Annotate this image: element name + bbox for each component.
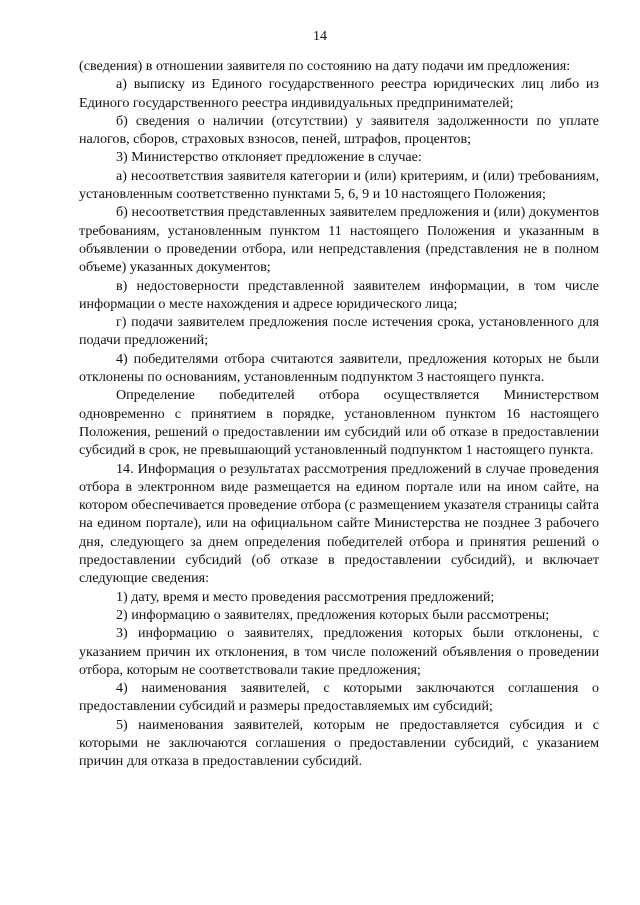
page-number: 14 (313, 29, 327, 44)
paragraph-item-5-refusals: 5) наименования заявителей, которым не предоставляется субсидия и с которыми не заключаются соглашения о предоставлении субсидий, с указанием причин для отказа в предоставлении субсидий. (79, 716, 599, 770)
paragraph-item-v-unreliable-info: в) недостоверности представленной заявителем информации, в том числе информации о месте нахождения и адресе юридического лица; (79, 277, 599, 312)
paragraph-section-14: 14. Информация о результатах рассмотрения предложений в случае проведения отбора в электронном виде размещается на едином портале или на ином сайте, на котором обеспечивается проведение отбора (с размещением указателя страницы сайта на едином портале), или на официальном сайте Министерства не позднее 3 рабочего дня, следующего за днем определения победителей отбора и принятия решений о предоставлении субсидий (об отказе в предоставлении субсидий), и включает следующие сведения: (79, 460, 599, 587)
paragraph-item-b-documents: б) несоответствия представленных заявителем предложения и (или) документов требованиям, установленным пунктом 11 настоящего Положения и указанным в объявлении о проведении отбора, или непредставления (представления не в полном объеме) указанных документов; (79, 204, 599, 276)
paragraph-continuation: (сведения) в отношении заявителя по состоянию на дату подачи им предложения: (79, 58, 571, 74)
paragraph-item-b-debt: б) сведения о наличии (отсутствии) у заявителя задолженности по уплате налогов, сборов, страховых взносов, пеней, штрафов, процентов; (79, 112, 599, 148)
paragraph-item-a-nonconformity: а) несоответствия заявителя категории и (или) критериям, и (или) требованиям, установленным соответственно пунктами 5, 6, 9 и 10 настоящего Положения; (79, 167, 599, 203)
paragraph-winners-determination: Определение победителей отбора осуществляется Министерством одновременно с принятием в порядке, установленном пунктом 16 настоящего Положения, решений о предоставлении им субсидий или об отказе в предоставлении субсидий в срок, не превышающий установленный подпунктом 1 настоящего пункта. (79, 387, 599, 459)
paragraph-item-4-winners: 4) победителями отбора считаются заявители, предложения которых не были отклонены по основаниям, установленным подпунктом 3 настоящего пункта. (79, 350, 599, 386)
paragraph-item-2-applicants: 2) информацию о заявителях, предложения которых были рассмотрены; (116, 606, 550, 623)
paragraph-item-a-extract: а) выписку из Единого государственного реестра юридических лиц либо из Единого государственного реестра индивидуальных предпринимателей; (79, 76, 599, 111)
document-body (79, 57, 599, 771)
paragraph-item-1-date-time: 1) дату, время и место проведения рассмотрения предложений; (116, 588, 495, 605)
paragraph-item-3-rejected-applicants: 3) информацию о заявителях, предложения которых были отклонены, с указанием причин их отклонения, в том числе положений объявления о проведении отбора, которым не соответствовали такие предложения; (79, 625, 599, 678)
paragraph-item-3-rejection: 3) Министерство отклоняет предложение в случае: (116, 149, 422, 166)
paragraph-item-4-agreements: 4) наименования заявителей, с которыми заключаются соглашения о предоставлении субсидий и размеры предоставляемых им субсидий; (79, 680, 599, 715)
paragraph-item-g-late-submission: г) подачи заявителем предложения после истечения срока, установленного для подачи предложений; (79, 314, 599, 349)
